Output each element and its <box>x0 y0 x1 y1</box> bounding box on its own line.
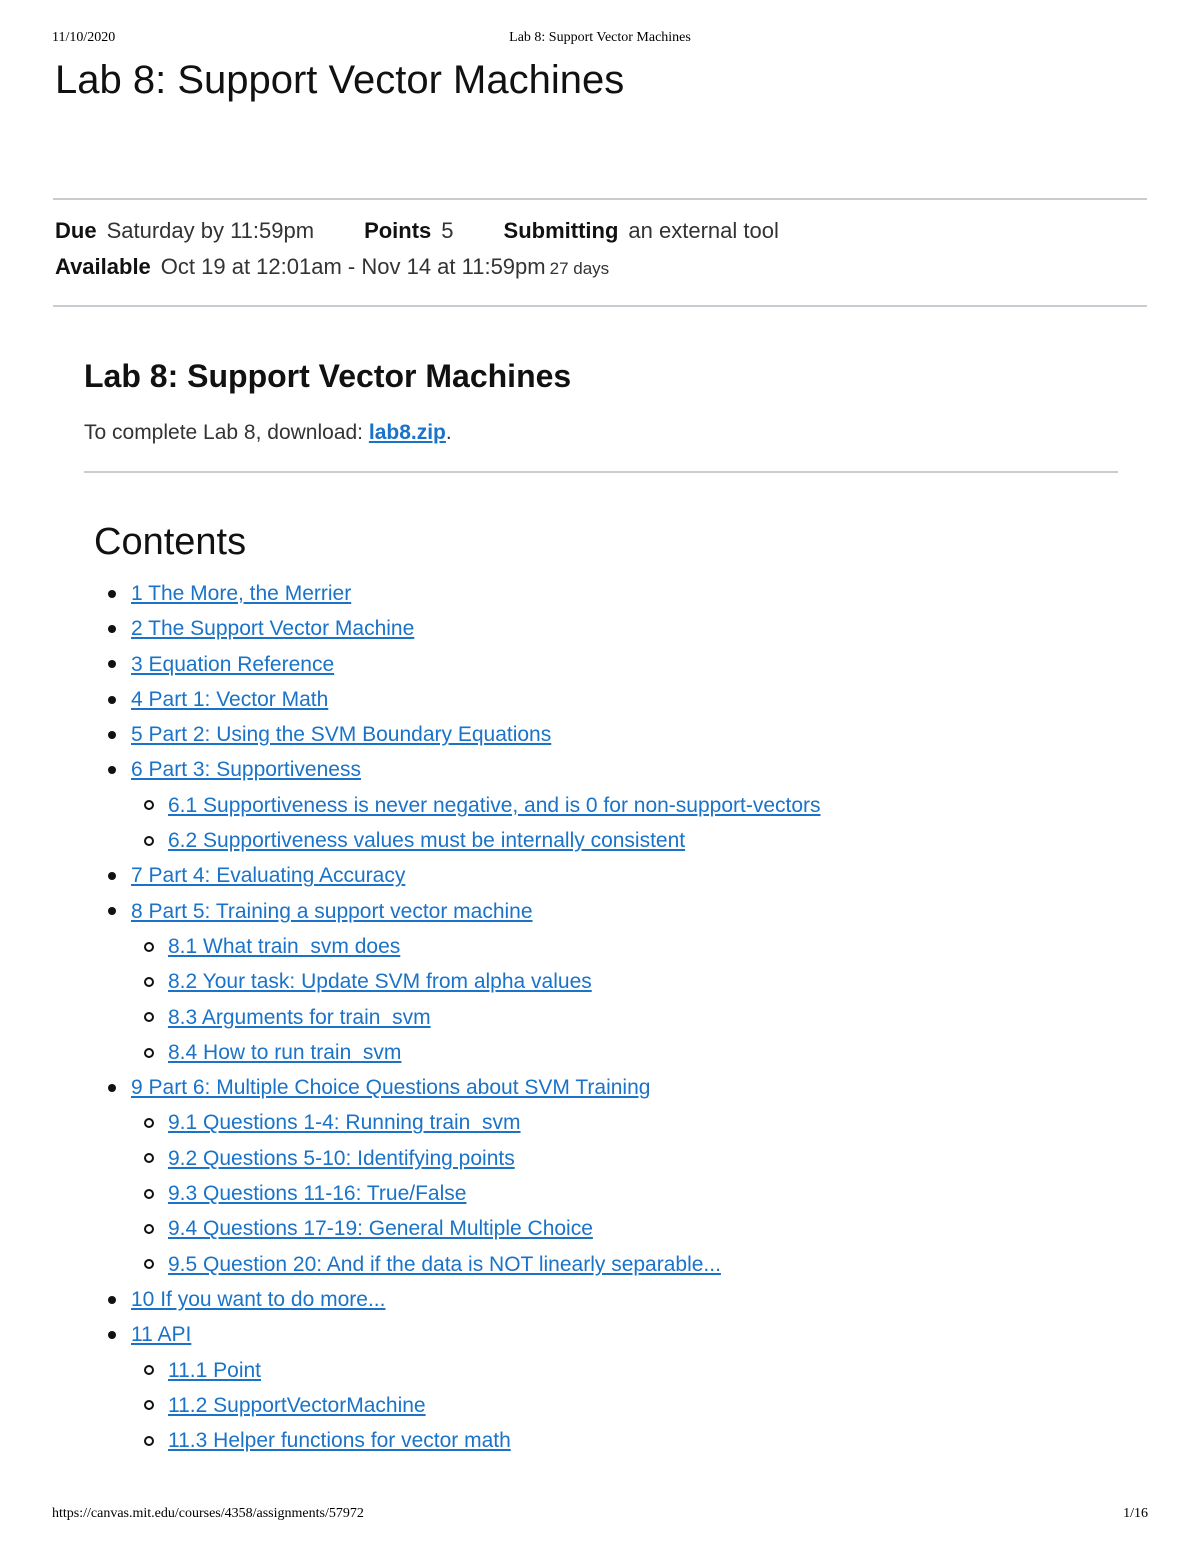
details-row-due <box>55 218 1145 254</box>
toc-link[interactable]: 8.1 What train_svm does <box>168 934 401 958</box>
toc-link[interactable]: 9.1 Questions 1-4: Running train_svm <box>168 1111 521 1135</box>
submitting-label: Submitting <box>503 218 619 243</box>
divider-content <box>84 471 1118 473</box>
toc-item <box>84 894 1119 929</box>
hollow-bullet-icon <box>144 1012 154 1022</box>
hollow-bullet-icon <box>144 800 154 810</box>
toc-item <box>84 682 1119 717</box>
toc-item <box>84 611 1119 646</box>
print-page-number: 1/16 <box>1123 1506 1148 1521</box>
toc-link[interactable]: 9.5 Question 20: And if the data is NOT linearly separable... <box>168 1252 721 1276</box>
toc-link[interactable]: 11.2 SupportVectorMachine <box>168 1393 426 1417</box>
toc-link[interactable]: 6.2 Supportiveness values must be internally consistent <box>168 829 686 853</box>
toc-item <box>84 929 1119 964</box>
points-label: Points <box>364 218 432 243</box>
available-label: Available <box>55 254 151 279</box>
toc-item <box>84 1423 1119 1458</box>
print-footer <box>52 1506 1148 1526</box>
points-value: 5 <box>441 218 454 243</box>
print-title: Lab 8: Support Vector Machines <box>509 30 691 45</box>
toc-link[interactable]: 4 Part 1: Vector Math <box>131 687 329 711</box>
toc-item <box>84 1000 1119 1035</box>
toc-link[interactable]: 9.3 Questions 11-16: True/False <box>168 1182 467 1206</box>
hollow-bullet-icon <box>144 942 154 952</box>
toc-link[interactable]: 9.4 Questions 17-19: General Multiple Choice <box>168 1217 593 1241</box>
toc-link[interactable]: 11.1 Point <box>168 1358 262 1382</box>
toc-item <box>84 1141 1119 1176</box>
intro-paragraph <box>84 421 1119 445</box>
content-title: Lab 8: Support Vector Machines <box>84 358 572 394</box>
toc-item <box>84 717 1119 752</box>
toc-item <box>84 1282 1119 1317</box>
toc-item <box>84 823 1119 858</box>
hollow-bullet-icon <box>144 1048 154 1058</box>
toc-link[interactable]: 10 If you want to do more... <box>131 1287 386 1311</box>
hollow-bullet-icon <box>144 1365 154 1375</box>
toc-link[interactable]: 8.2 Your task: Update SVM from alpha values <box>168 970 592 994</box>
toc-item <box>84 1176 1119 1211</box>
toc-link[interactable]: 7 Part 4: Evaluating Accuracy <box>131 864 406 888</box>
assignment-details <box>55 218 1145 290</box>
toc-item <box>84 1247 1119 1282</box>
toc-item <box>84 647 1119 682</box>
toc-link[interactable]: 6.1 Supportiveness is never negative, and is 0 for non-support-vectors <box>168 793 821 817</box>
table-of-contents <box>84 576 1119 1458</box>
toc-link[interactable]: 11.3 Helper functions for vector math <box>168 1429 511 1453</box>
hollow-bullet-icon <box>144 977 154 987</box>
bullet-icon <box>108 766 116 774</box>
hollow-bullet-icon <box>144 1436 154 1446</box>
toc-link[interactable]: 6 Part 3: Supportiveness <box>131 758 361 782</box>
toc-item <box>84 1105 1119 1140</box>
print-url: https://canvas.mit.edu/courses/4358/assignments/57972 <box>52 1506 364 1521</box>
bullet-icon <box>108 907 116 915</box>
due-label: Due <box>55 218 97 243</box>
toc-link[interactable]: 1 The More, the Merrier <box>131 582 352 605</box>
hollow-bullet-icon <box>144 836 154 846</box>
toc-link[interactable]: 9 Part 6: Multiple Choice Questions about SVM Training <box>131 1076 651 1100</box>
toc-item <box>84 1388 1119 1423</box>
toc-link[interactable]: 11 API <box>131 1323 192 1347</box>
toc-item <box>84 1035 1119 1070</box>
bullet-icon <box>108 872 116 880</box>
download-link[interactable]: lab8.zip <box>368 421 446 444</box>
toc-item <box>84 576 1119 611</box>
toc-item <box>84 788 1119 823</box>
hollow-bullet-icon <box>144 1259 154 1269</box>
toc-link[interactable]: 2 The Support Vector Machine <box>131 617 415 641</box>
bullet-icon <box>108 660 116 668</box>
bullet-icon <box>108 1296 116 1304</box>
assignment-description <box>84 358 1119 1458</box>
toc-item <box>84 1211 1119 1246</box>
hollow-bullet-icon <box>144 1224 154 1234</box>
available-days: 27 days <box>549 259 610 278</box>
details-row-available <box>55 254 1145 290</box>
bullet-icon <box>108 1331 116 1339</box>
due-value: Saturday by 11:59pm <box>106 218 315 243</box>
submitting-value: an external tool <box>628 218 779 243</box>
bullet-icon <box>108 731 116 739</box>
toc-item <box>84 1353 1119 1388</box>
page-title: Lab 8: Support Vector Machines <box>55 58 625 102</box>
bullet-icon <box>108 590 116 598</box>
toc-link[interactable]: 3 Equation Reference <box>131 652 335 676</box>
hollow-bullet-icon <box>144 1400 154 1410</box>
hollow-bullet-icon <box>144 1153 154 1163</box>
toc-item <box>84 752 1119 787</box>
print-header <box>52 30 1148 50</box>
toc-item <box>84 964 1119 999</box>
divider-mid <box>53 305 1147 307</box>
toc-item <box>84 1317 1119 1352</box>
hollow-bullet-icon <box>144 1189 154 1199</box>
toc-link[interactable]: 9.2 Questions 5-10: Identifying points <box>168 1146 515 1170</box>
print-date: 11/10/2020 <box>52 30 116 45</box>
toc-link[interactable]: 8.3 Arguments for train_svm <box>168 1005 431 1029</box>
bullet-icon <box>108 696 116 704</box>
intro-text: To complete Lab 8, download: <box>84 421 369 444</box>
available-value: Oct 19 at 12:01am - Nov 14 at 11:59pm <box>160 254 546 279</box>
toc-link[interactable]: 8 Part 5: Training a support vector machine <box>131 899 533 923</box>
toc-link[interactable]: 8.4 How to run train_svm <box>168 1040 402 1064</box>
toc-link[interactable]: 5 Part 2: Using the SVM Boundary Equations <box>131 723 552 747</box>
hollow-bullet-icon <box>144 1118 154 1128</box>
bullet-icon <box>108 625 116 633</box>
toc-item <box>84 1070 1119 1105</box>
intro-end: . <box>445 421 452 444</box>
contents-heading: Contents <box>94 521 247 563</box>
toc-item <box>84 858 1119 893</box>
divider-top <box>53 198 1147 200</box>
bullet-icon <box>108 1084 116 1092</box>
